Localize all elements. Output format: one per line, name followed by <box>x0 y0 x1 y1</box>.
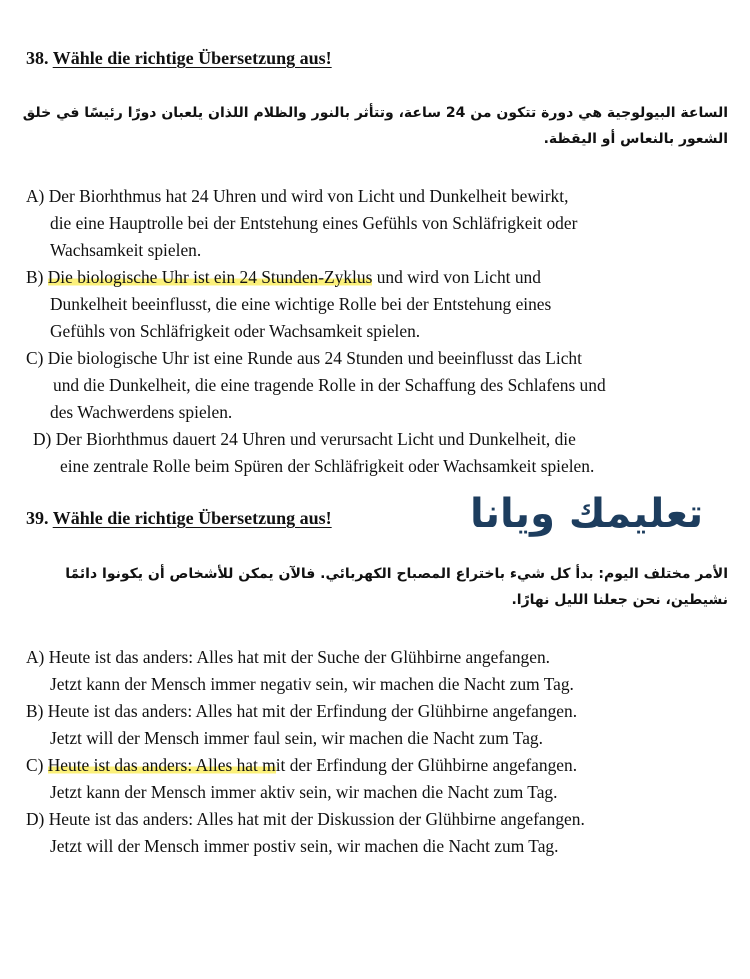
question-38-option-d: D) Der Biorhthmus dauert 24 Uhren und verursacht Licht und Dunkelheit, die eine zentrale Rolle beim Spüren der Schläfrigkeit oder Wachsamkeit spielen. <box>33 429 595 476</box>
question-38-number: 38. <box>26 48 49 68</box>
highlighted-answer-text: Heute ist das anders: Alles hat m <box>47 755 276 775</box>
question-38-title <box>26 48 332 69</box>
question-39-instruction: Wähle die richtige Übersetzung aus! <box>52 508 332 528</box>
highlighted-answer-text: Die biologische Uhr ist ein 24 Stunden-Zyklus <box>47 267 373 287</box>
question-38-instruction: Wähle die richtige Übersetzung aus! <box>52 48 332 68</box>
question-38-option-a: A) Der Biorhthmus hat 24 Uhren und wird von Licht und Dunkelheit bewirkt, die eine Hauptrolle bei der Entstehung eines Gefühls von Schläfrigkeit oder Wachsamkeit spielen. <box>26 186 578 260</box>
question-38-option-c: C) Die biologische Uhr ist eine Runde aus 24 Stunden und beeinflusst das Licht und die Dunkelheit, die eine tragende Rolle in der Schaffung des Schlafens und des Wachwerdens spielen. <box>26 348 606 422</box>
question-39-number: 39. <box>26 508 49 528</box>
question-39-option-c: C) Heute ist das anders: Alles hat mit der Erfindung der Glühbirne angefangen. Jetzt kann der Mensch immer aktiv sein, wir machen die Nacht zum Tag. <box>26 755 578 802</box>
question-39-arabic-text: الأمر مختلف اليوم: بدأ كل شيء باختراع المصباح الكهربائي. فالآن يمكن للأشخاص أن يكونوا دائمًا نشيطين، نحن جعلنا الليل نهارًا. <box>65 566 728 608</box>
question-39-option-d: D) Heute ist das anders: Alles hat mit der Diskussion der Glühbirne angefangen. Jetzt will der Mensch immer postiv sein, wir machen die Nacht zum Tag. <box>26 809 585 856</box>
question-39-title <box>26 508 332 529</box>
question-39-option-a: A) Heute ist das anders: Alles hat mit der Suche der Glühbirne angefangen. Jetzt kann der Mensch immer negativ sein, wir machen die Nacht zum Tag. <box>26 647 574 694</box>
question-39-option-b: B) Heute ist das anders: Alles hat mit der Erfindung der Glühbirne angefangen. Jetzt will der Mensch immer faul sein, wir machen die Nacht zum Tag. <box>26 701 578 748</box>
brand-logo-text: تعليمك ويانا <box>470 491 704 537</box>
question-38-arabic-text: الساعة البيولوجية هي دورة تتكون من 24 ساعة، وتتأثر بالنور والظلام اللذان يلعبان دورًا رئيسًا في خلق الشعور بالنعاس أو اليقظة. <box>22 105 728 147</box>
question-38-option-b: B) Die biologische Uhr ist ein 24 Stunden-Zyklus und wird von Licht und Dunkelheit beeinflusst, die eine wichtige Rolle bei der Entstehung eines Gefühls von Schläfrigkeit oder Wachsamkeit spielen. <box>26 267 552 341</box>
